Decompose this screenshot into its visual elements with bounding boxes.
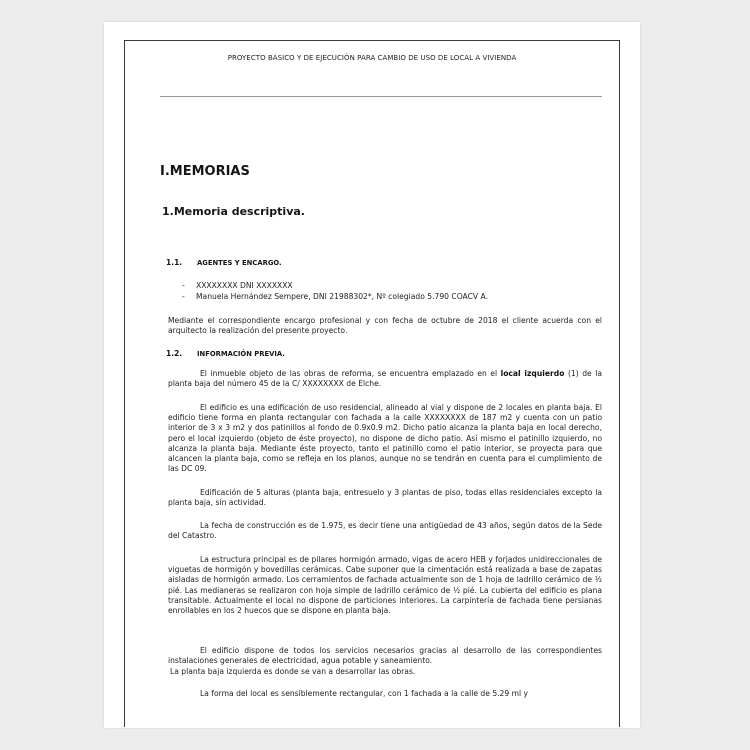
subsection-heading-1-2: [166, 349, 285, 358]
subsection-title: AGENTES Y ENCARGO.: [197, 259, 282, 267]
paragraph-emplazamiento: El inmueble objeto de las obras de reforma, se encuentra emplazado en el local izquierdo (1) de la planta baja del número 45 de la C/ XXXXXXXX de Elche.: [168, 369, 602, 389]
section-title: 1.Memoria descriptiva.: [162, 205, 305, 218]
running-header: PROYECTO BÁSICO Y DE EJECUCIÓN PARA CAMBIO DE USO DE LOCAL A VIVIENDA: [227, 54, 517, 62]
subsection-heading-1-1: [166, 258, 282, 267]
subsection-number: 1.2.: [166, 349, 183, 358]
paragraph-estructura: La estructura principal es de pilares hormigón armado, vigas de acero HEB y forjados unidireccionales de viguetas de hormigón y bovedillas cerámicas. Cabe suponer que la cimentación está realizada a base de zapatas aisladas de hormigón armado. Los cerramientos de fachada actualmente son de 1 hoja de ladrillo cerámico de ½ pié. Las medianeras se realizaron con hoja simple de ladrillo cerámico de ½ pié. La cubierta del edificio es plana transitable. Actualmente el local no dispone de particiones interiores. La carpintería de fachada tiene persianas enrollables en los 2 huecos que se dispone en planta baja.: [168, 555, 602, 616]
paragraph-servicios: El edificio dispone de todos los servicios necesarios gracias al desarrollo de las correspondientes instalaciones generales de electricidad, agua potable y saneamiento.: [168, 646, 602, 666]
paragraph-fecha: La fecha de construcción es de 1.975, es decir tiene una antigüedad de 43 años, según datos de la Sede del Catastro.: [168, 521, 602, 541]
header-rule: [160, 96, 602, 97]
agents-list: [182, 280, 488, 302]
paragraph-alturas: Edificación de 5 alturas (planta baja, entresuelo y 3 plantas de piso, todas ellas residenciales excepto la planta baja, sin actividad.: [168, 488, 602, 508]
document-page: [104, 22, 640, 728]
chapter-title: I.MEMORIAS: [160, 164, 250, 179]
paragraph-encargo: Mediante el correspondiente encargo profesional y con fecha de octubre de 2018 el cliente acuerda con el arquitecto la realización del presente proyecto.: [168, 316, 602, 336]
bold-text: local izquierdo: [500, 369, 565, 378]
subsection-number: 1.1.: [166, 258, 183, 267]
paragraph-planta-baja: La planta baja izquierda es donde se van a desarrollar las obras.: [170, 667, 416, 676]
list-item: - XXXXXXXX DNI XXXXXXX: [182, 281, 293, 290]
paragraph-forma-local: La forma del local es sensiblemente rectangular, con 1 fachada a la calle de 5.29 ml y: [200, 689, 529, 698]
list-item: - Manuela Hernández Sempere, DNI 21988302*, Nº colegiado 5.790 COACV A.: [182, 292, 488, 301]
paragraph-edificio: El edificio es una edificación de uso residencial, alineado al vial y dispone de 2 locales en planta baja. El edificio tiene forma en planta rectangular con fachada a la calle XXXXXXXX de 187 m2 y cuenta con un patio interior de 3 x 3 m2 y dos patinillos al fondo de 0.9x0.9 m2. Dicho patio alcanza la planta baja en local derecho, pero el local izquierdo (objeto de éste proyecto), no dispone de dicho patio. Así mismo el patinillo izquierdo, no alcanza la planta baja. Mediante éste proyecto, tanto el patinillo como el patio interior, se proyecta para que alcancen la planta baja, como se refleja en los planos, aunque no se tendrán en cuenta para el cumplimiento de las DC 09.: [168, 403, 602, 474]
subsection-title: INFORMACIÓN PREVIA.: [197, 350, 285, 358]
